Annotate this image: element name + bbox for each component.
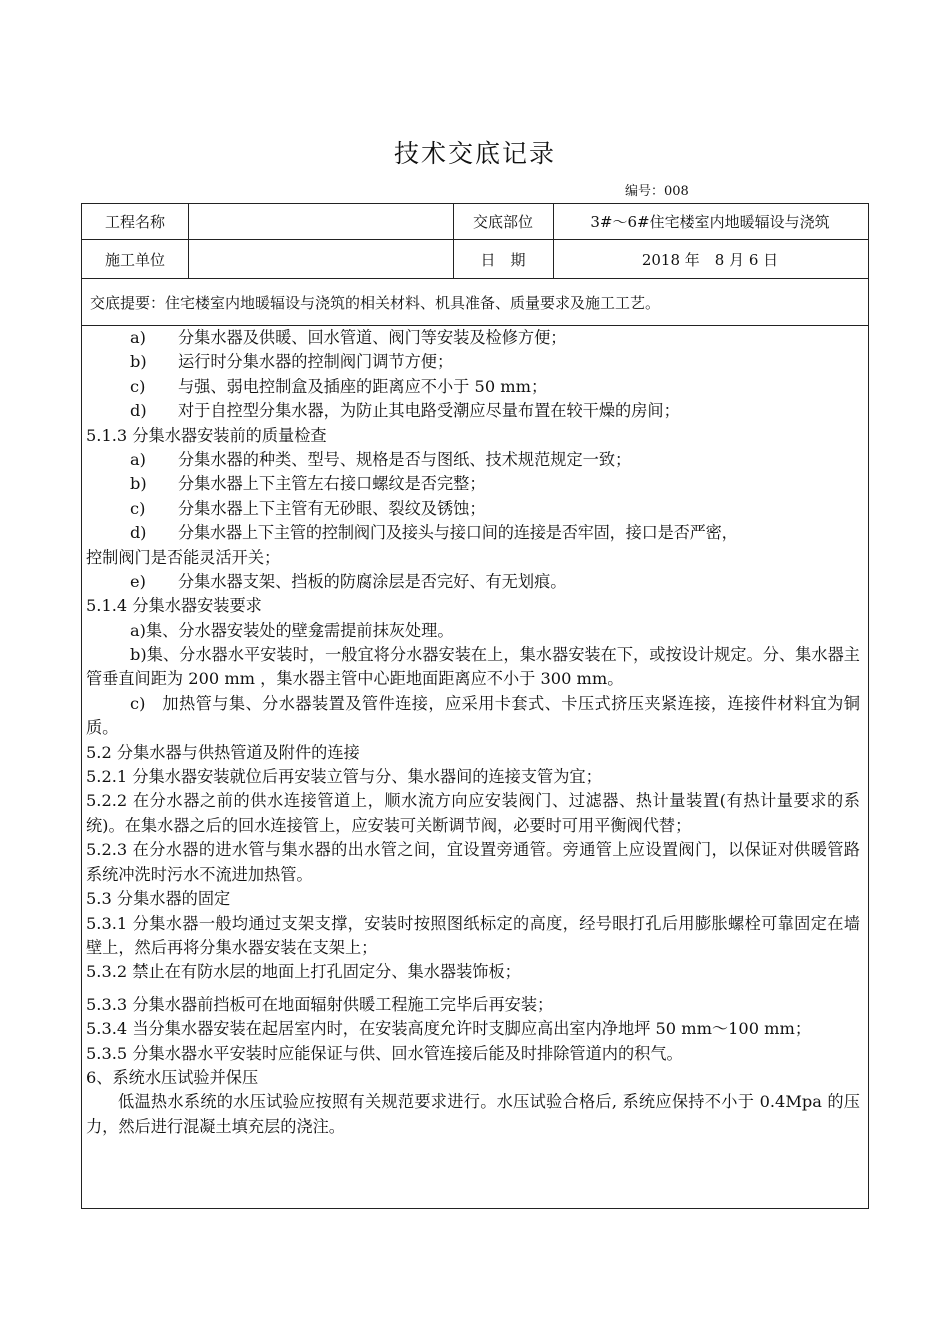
paragraph: 5.3.2 禁止在有防水层的地面上打孔固定分、集水器装饰板；: [86, 962, 521, 982]
location-label: 交底部位: [472, 213, 533, 231]
list-item: c) 分集水器上下主管有无砂眼、裂纹及锈蚀；: [130, 498, 486, 518]
row-unit: [82, 240, 868, 279]
list-item: b) 运行时分集水器的控制阀门调节方便；: [130, 352, 454, 372]
date-value[interactable]: 2018 年 8 月 6 日: [641, 250, 779, 269]
project-name-value[interactable]: [188, 204, 453, 239]
project-name-label: 工程名称: [104, 213, 165, 231]
paragraph: a)集、分水器安装处的壁龛需提前抹灰处理。: [130, 620, 454, 640]
disclosure-record-table: [81, 203, 869, 1209]
date-label: 日 期: [480, 250, 526, 269]
list-item: e) 分集水器支架、挡板的防腐涂层是否完好、有无划痕。: [130, 571, 567, 591]
summary-text: 交底提要：住宅楼室内地暖辐设与浇筑的相关材料、机具准备、质量要求及施工工艺。: [90, 293, 661, 312]
document-number: 编号：008: [625, 184, 689, 199]
paragraph: 5.3.3 分集水器前挡板可在地面辐射供暖工程施工完毕后再安装；: [86, 994, 554, 1014]
paragraph: 5.2.2 在分水器之前的供水连接管道上，顺水流方向应安装阀门、过滤器、热计量装置(有热计量要求的系统)。在集水器之后的回水连接管上，应安装可关断调节阀，必要时可用平衡阀代替；: [86, 791, 860, 835]
section-heading: 5.3 分集水器的固定: [86, 889, 231, 909]
section-heading: 6、系统水压试验并保压: [86, 1067, 259, 1087]
list-item: b) 分集水器上下主管左右接口螺纹是否完整；: [130, 474, 486, 494]
paragraph: 低温热水系统的水压试验应按照有关规范要求进行。水压试验合格后, 系统应保持不小于 0.4Mpa 的压力，然后进行混凝土填充层的浇注。: [86, 1092, 860, 1136]
paragraph: 5.2.1 分集水器安装就位后再安装立管与分、集水器间的连接支管为宜；: [86, 767, 602, 787]
location-value[interactable]: 3#～6#住宅楼室内地暖辐设与浇筑: [590, 213, 830, 231]
paragraph: 5.3.5 分集水器水平安装时应能保证与供、回水管连接后能及时排除管道内的积气。: [86, 1043, 683, 1063]
paragraph: 5.3.4 当分集水器安装在起居室内时，在安装高度允许时支脚应高出室内净地坪 50 mm～100 mm；: [86, 1019, 812, 1039]
row-summary: [82, 279, 868, 326]
section-heading: 5.1.3 分集水器安装前的质量检查: [86, 425, 327, 445]
paragraph: b)集、分水器水平安装时，一般宜将分水器安装在上，集水器安装在下，或按设计规定。分、集水器主管垂直间距为 200 mm ，集水器主管中心距地面距离应不小于 300 mm。: [86, 645, 860, 689]
list-item-continued: 控制阀门是否能灵活开关；: [86, 547, 281, 567]
paragraph: c) 加热管与集、分水器装置及管件连接，应采用卡套式、卡压式挤压夹紧连接，连接件材料宜为铜质。: [86, 693, 860, 738]
list-item: a) 分集水器的种类、型号、规格是否与图纸、技术规范规定一致；: [130, 449, 632, 469]
section-heading: 5.2 分集水器与供热管道及附件的连接: [86, 742, 360, 762]
paragraph: 5.2.3 在分水器的进水管与集水器的出水管之间，宜设置旁通管。旁通管上应设置阀门，以保证对供暖管路系统冲洗时污水不流进加热管。: [86, 840, 860, 884]
unit-value[interactable]: [188, 240, 453, 278]
list-item: c) 与强、弱电控制盒及插座的距离应不小于 50 mm；: [130, 376, 548, 396]
list-item: a) 分集水器及供暖、回水管道、阀门等安装及检修方便；: [130, 328, 567, 347]
list-item: d) 对于自控型分集水器，为防止其电路受潮应尽量布置在较干燥的房间；: [130, 401, 680, 421]
paragraph: 5.3.1 分集水器一般均通过支架支撑，安装时按照图纸标定的高度，经号眼打孔后用膨胀螺栓可靠固定在墙壁上，然后再将分集水器安装在支架上；: [86, 913, 860, 957]
unit-label: 施工单位: [104, 250, 165, 269]
content-body: [86, 326, 860, 1139]
list-item: d) 分集水器上下主管的控制阀门及接头与接口间的连接是否牢固，接口是否严密，: [130, 523, 738, 543]
page-title: 技术交底记录: [393, 139, 556, 168]
section-heading: 5.1.4 分集水器安装要求: [86, 596, 262, 616]
row-project: [82, 204, 868, 240]
